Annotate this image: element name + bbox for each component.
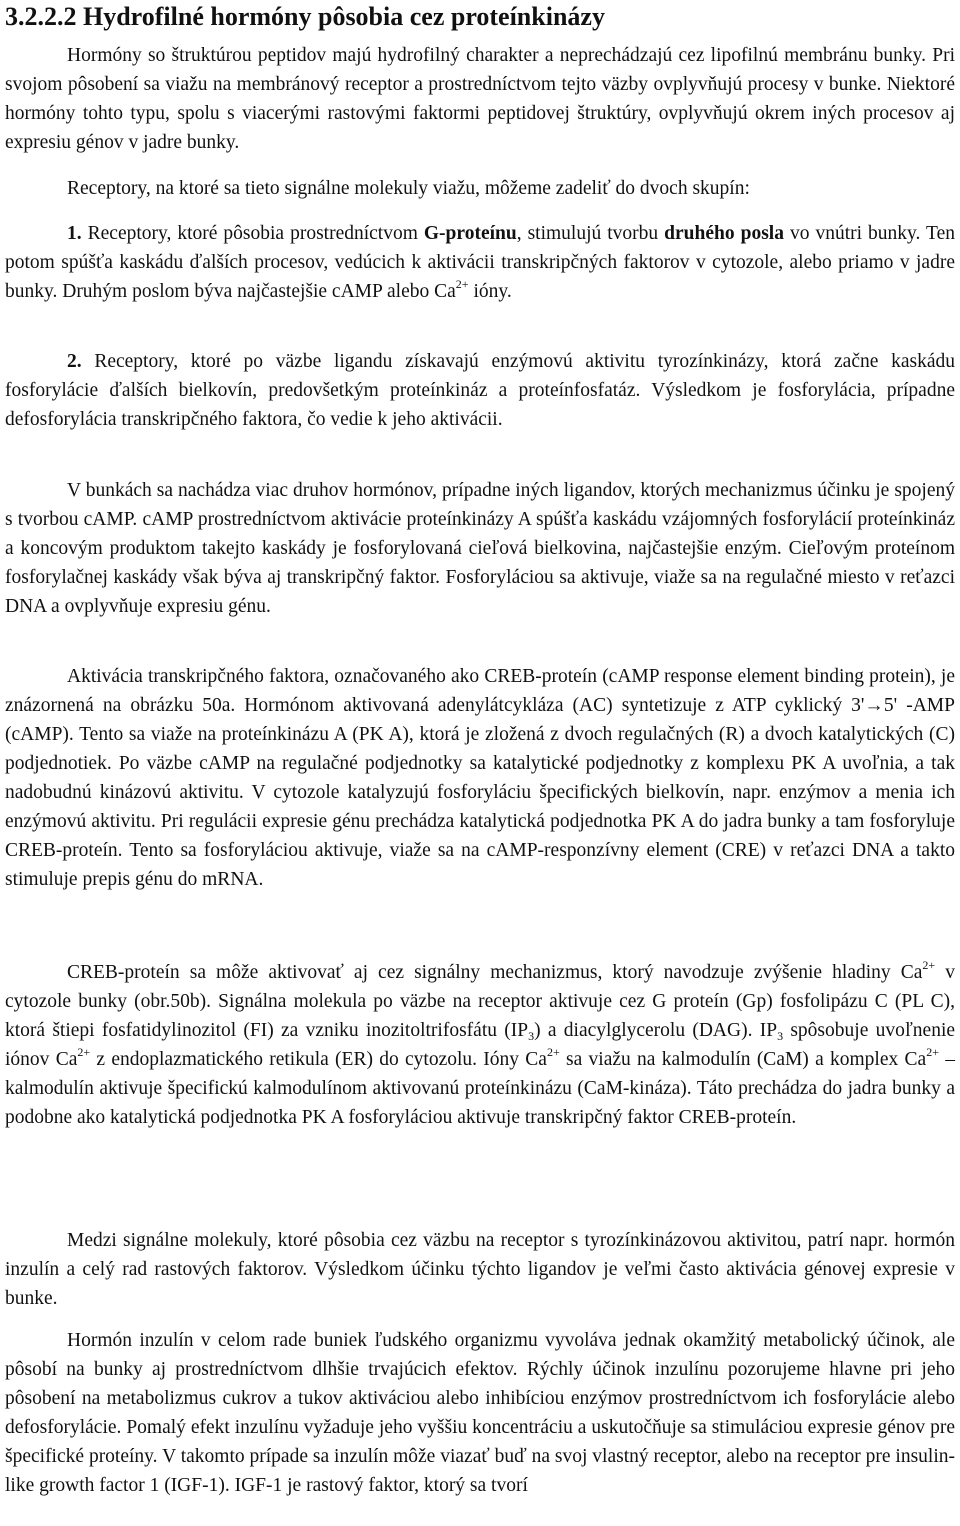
calcium-text-e: z endoplazmatického retikula (ER) do cytozolu. Ióny Ca [90,1049,547,1070]
paragraph-receptors [5,174,955,203]
receptor-type-1-text-c: , stimulujú tvorbu [516,223,665,244]
receptor-type-2-text: Receptory, ktoré po väzbe ligandu získavajú enzýmovú aktivitu tyrozínkinázy, ktorá začne kaskádu fosforylácie ďalších bielkovín, predovšetkým proteínkináz a proteínfosfatáz. Výsledkom je fosforylácia, prípadne defosforylácia transkripčného faktora, čo vedie k jeho aktivácii. [5,351,955,430]
term-g-protein: G-proteínu [423,223,517,244]
paragraph-creb-text: Aktivácia transkripčného faktora, označovaného ako CREB-proteín (cAMP response element binding protein), je znázornená na obrázku 50a. Hormónom aktivovaná adenylátcykláza (AC) syntetizuje z ATP cyklický 3'→5' -AMP (cAMP). Tento sa viaže na proteínkinázu A (PK A), ktorá je zložená z dvoch regulačných (R) a dvoch katalytických (C) podjednotiek. Po väzbe cAMP na regulačné podjednotky sa katalytické podjednotky z komplexu PK A uvoľnia, a tak nadobudnú kinázovú aktivitu. V cytozole katalyzujú fosforyláciu špecifických bielkovín, napr. enzýmov a menia ich enzýmovú aktivitu. Pri regulácii expresie génu prechádza katalytická podjednotka PK A do jadra bunky a tam fosforyluje CREB-proteín. Tento sa fosforyláciou aktivuje, viaže sa na cAMP-responzívny element (CRE) v reťazci DNA a takto stimuluje prepis génu do mRNA. [5,666,955,890]
paragraph-receptors-text: Receptory, na ktoré sa tieto signálne molekuly viažu, môžeme zadeliť do dvoch skupín: [67,178,750,199]
paragraph-insulin [5,1326,955,1500]
subscript: 3 [528,1029,535,1043]
paragraph-tyrosine-kinase [5,1226,955,1313]
paragraph-receptor-type-1 [5,219,955,306]
paragraph-intro [5,41,955,157]
calcium-text-d: spôsobuje uvoľnenie iónov Ca [5,1020,956,1070]
calcium-text-g: – kalmodulín aktivuje špecifickú kalmodulínom aktivovanú proteínkinázu (CaM-kináza). Táto prechádza do jadra bunky a podobne ako katalytická podjednotka PK A fosforyláciou aktivuje transkripčný faktor CREB-proteín. [5,1049,955,1128]
superscript: 2+ [926,1045,939,1059]
subscript: 3 [777,1029,784,1043]
section-heading: 3.2.2.2 Hydrofilné hormóny pôsobia cez proteínkinázy [5,2,605,31]
list-number-1: 1. [67,223,82,244]
paragraph-calcium [5,958,955,1132]
receptor-type-1-text-a: Receptory, ktoré pôsobia prostredníctvom [81,223,424,244]
superscript: 2+ [77,1045,91,1059]
calcium-text-a: CREB-proteín sa môže aktivovať aj cez signálny mechanizmus, ktorý navodzuje zvýšenie hladiny Ca [67,962,923,983]
superscript: 2+ [455,277,469,291]
receptor-type-1-text-d: vo vnútri bunky. Ten potom spúšťa kaskádu ďalších procesov, vedúcich k aktivácii transkripčných faktorov v cytozole, alebo priamo v jadre bunky. Druhým poslom býva najčastejšie cAMP alebo Ca [5,223,955,302]
calcium-text-c: ) a diacylglycerolu (DAG). IP [534,1020,778,1041]
paragraph-receptor-type-2 [5,347,955,434]
paragraph-tyrosine-kinase-text: Medzi signálne molekuly, ktoré pôsobia cez väzbu na receptor s tyrozínkinázovou aktivitou, patrí napr. hormón inzulín a celý rad rastových faktorov. Výsledkom účinku týchto ligandov je veľmi často aktivácia génovej expresie v bunke. [5,1230,955,1309]
paragraph-camp-text: V bunkách sa nachádza viac druhov hormónov, prípadne iných ligandov, ktorých mechanizmus účinku je spojený s tvorbou cAMP. cAMP prostredníctvom aktivácie proteínkinázy A spúšťa kaskádu vzájomných fosforylácií proteínkináz a koncovým produktom takejto kaskády je fosforylovaná cieľová bielkovina, najčastejšie enzým. Cieľovým proteínom fosforylačnej kaskády však býva aj transkripčný faktor. Fosforyláciou sa aktivuje, viaže sa na regulačné miesto v reťazci DNA a ovplyvňuje expresiu génu. [5,480,955,617]
calcium-text-f: sa viažu na kalmodulín (CaM) a komplex Ca [559,1049,927,1070]
superscript: 2+ [922,958,936,972]
receptor-type-1-text-e: ióny. [468,281,512,302]
calcium-text-b: v cytozole bunky (obr.50b). Signálna molekula po väzbe na receptor aktivuje cez G proteín (Gp) fosfolipázu C (PL C), ktorá štiepi fosfatidylinozitol (FI) za vzniku inozitoltrifosfátu (IP [5,962,955,1041]
paragraph-insulin-text: Hormón inzulín v celom rade buniek ľudského organizmu vyvoláva jednak okamžitý metabolický účinok, ale pôsobí na bunky aj prostredníctvom dlhšie trvajúcich efektov. Rýchly účinok inzulínu pozorujeme hlavne pri jeho pôsobení na metabolizmus cukrov a tukov aktiváciou alebo inhibíciou enzýmov prostredníctvom ich fosforylácie alebo defosforylácie. Pomalý efekt inzulínu vyžaduje jeho vyššiu koncentráciu a uskutočňuje sa stimuláciou expresie génov pre špecifické proteíny. V takomto prípade sa inzulín môže viazať buď na svoj vlastný receptor, alebo na receptor pre insulin-like growth factor 1 (IGF-1). IGF-1 je rastový faktor, ktorý sa tvorí [5,1330,955,1496]
paragraph-creb [5,662,955,894]
paragraph-camp [5,476,955,621]
list-number-2: 2. [67,351,82,372]
paragraph-intro-text: Hormóny so štruktúrou peptidov majú hydrofilný charakter a neprechádzajú cez lipofilnú membránu bunky. Pri svojom pôsobení sa viažu na membránový receptor a prostredníctvom tejto väzby ovplyvňujú procesy v bunke. Niektoré hormóny tohto typu, spolu s viacerými rastovými faktormi peptidovej štruktúry, ovplyvňujú okrem iných procesov aj expresiu génov v jadre bunky. [5,45,955,153]
superscript: 2+ [546,1045,560,1059]
term-second-messenger: druhého posla [664,223,784,244]
